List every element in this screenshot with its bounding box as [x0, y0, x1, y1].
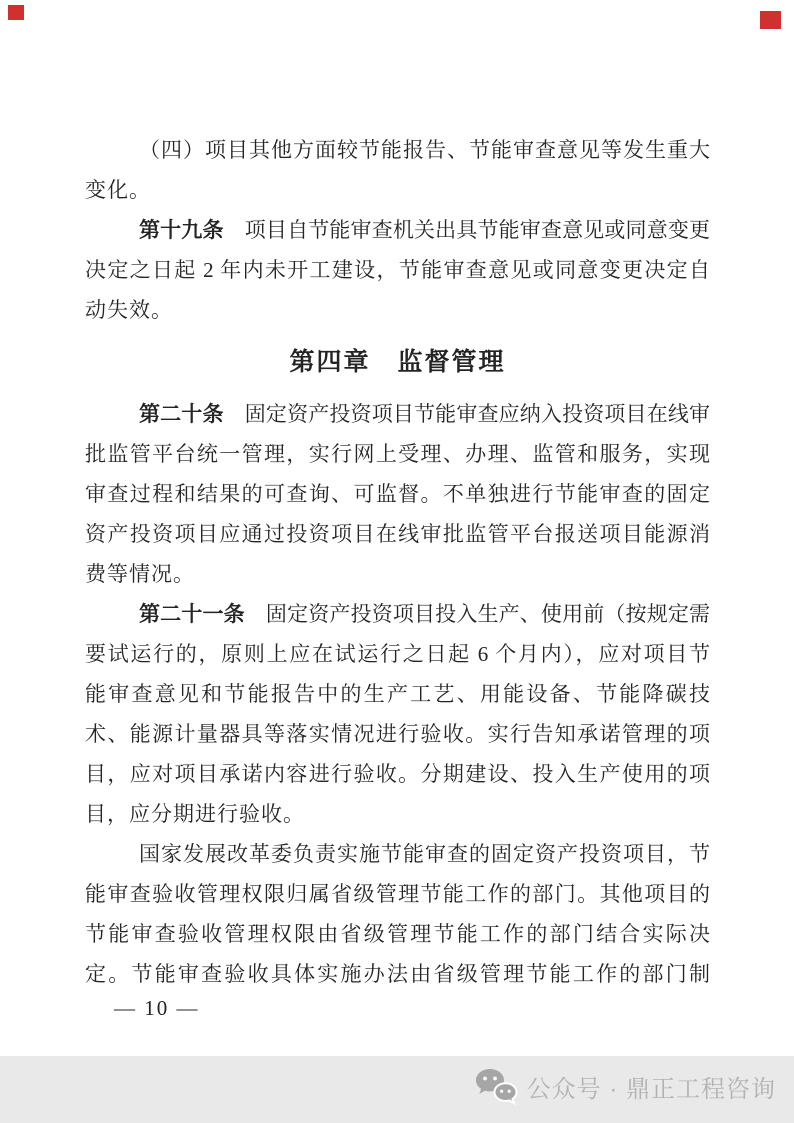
text-run: 节能审查验收管理权限由省级管理节能工作的部门结合实际决	[85, 922, 710, 946]
paragraph-line	[85, 474, 710, 514]
paragraph-line	[85, 754, 710, 794]
text-run: 要试运行的，原则上应在试运行之日起 6 个月内），应对项目节	[85, 642, 710, 666]
text-run: 批监管平台统一管理，实行网上受理、办理、监管和服务，实现	[85, 442, 710, 466]
page-number: — 10 —	[114, 996, 200, 1020]
text-run: 费等情况。	[85, 562, 195, 586]
paragraph	[85, 834, 710, 994]
text-run: 动失效。	[85, 298, 173, 322]
watermark-label: 公众号 · 鼎正工程咨询	[526, 1076, 776, 1103]
paragraph-line	[85, 954, 710, 994]
text-run: 目，应对项目承诺内容进行验收。分期建设、投入生产使用的项	[85, 762, 710, 786]
red-corner-mark-top-left	[8, 5, 24, 20]
paragraph-line	[85, 210, 710, 250]
paragraph	[85, 130, 710, 210]
paragraph-line	[85, 594, 710, 634]
paragraph-line	[85, 170, 710, 210]
text-run: 能审查意见和节能报告中的生产工艺、用能设备、节能降碳技	[85, 682, 710, 706]
article-number: 第二十一条	[139, 603, 245, 626]
document-body	[85, 130, 710, 994]
text-run: 项目自节能审查机关出具节能审查意见或同意变更	[223, 218, 711, 242]
paragraph-line	[85, 394, 710, 434]
paragraph-line	[85, 290, 710, 330]
watermark	[474, 1068, 776, 1105]
paragraph-line	[85, 514, 710, 554]
paragraph	[85, 594, 710, 834]
paragraph-line	[85, 834, 710, 874]
red-corner-mark-top-right	[760, 11, 781, 29]
paragraph-line	[85, 794, 710, 834]
paragraph-line	[85, 674, 710, 714]
paragraph-line	[85, 554, 710, 594]
footer-band	[0, 1056, 794, 1123]
paragraph-line	[85, 874, 710, 914]
paragraph-line	[85, 914, 710, 954]
text-run: （四）项目其他方面较节能报告、节能审查意见等发生重大	[139, 138, 710, 162]
text-run: 变化。	[85, 178, 151, 202]
chapter-heading: 第四章 监督管理	[289, 348, 506, 376]
text-run: 审查过程和结果的可查询、可监督。不单独进行节能审查的固定	[85, 482, 710, 506]
text-run: 决定之日起 2 年内未开工建设，节能审查意见或同意变更决定自	[85, 258, 710, 282]
text-run: 能审查验收管理权限归属省级管理节能工作的部门。其他项目的	[85, 882, 710, 906]
text-run: 术、能源计量器具等落实情况进行验收。实行告知承诺管理的项	[85, 722, 710, 746]
wechat-icon	[474, 1068, 518, 1105]
paragraph	[85, 394, 710, 594]
article-number: 第十九条	[139, 219, 224, 242]
article-number: 第二十条	[139, 403, 224, 426]
text-run: 国家发展改革委负责实施节能审查的固定资产投资项目，节	[139, 842, 710, 866]
paragraph-line	[85, 714, 710, 754]
text-run: 定。节能审查验收具体实施办法由省级管理节能工作的部门制	[85, 962, 710, 986]
text-run: 固定资产投资项目节能审查应纳入投资项目在线审	[223, 402, 711, 426]
paragraph-line	[85, 634, 710, 674]
text-run: 资产投资项目应通过投资项目在线审批监管平台报送项目能源消	[85, 522, 710, 546]
paragraph-line	[85, 434, 710, 474]
text-run: 目，应分期进行验收。	[85, 802, 305, 826]
paragraph-line	[85, 130, 710, 170]
text-run: 固定资产投资项目投入生产、使用前（按规定需	[244, 602, 711, 626]
paragraph-line	[85, 250, 710, 290]
paragraph	[85, 210, 710, 330]
